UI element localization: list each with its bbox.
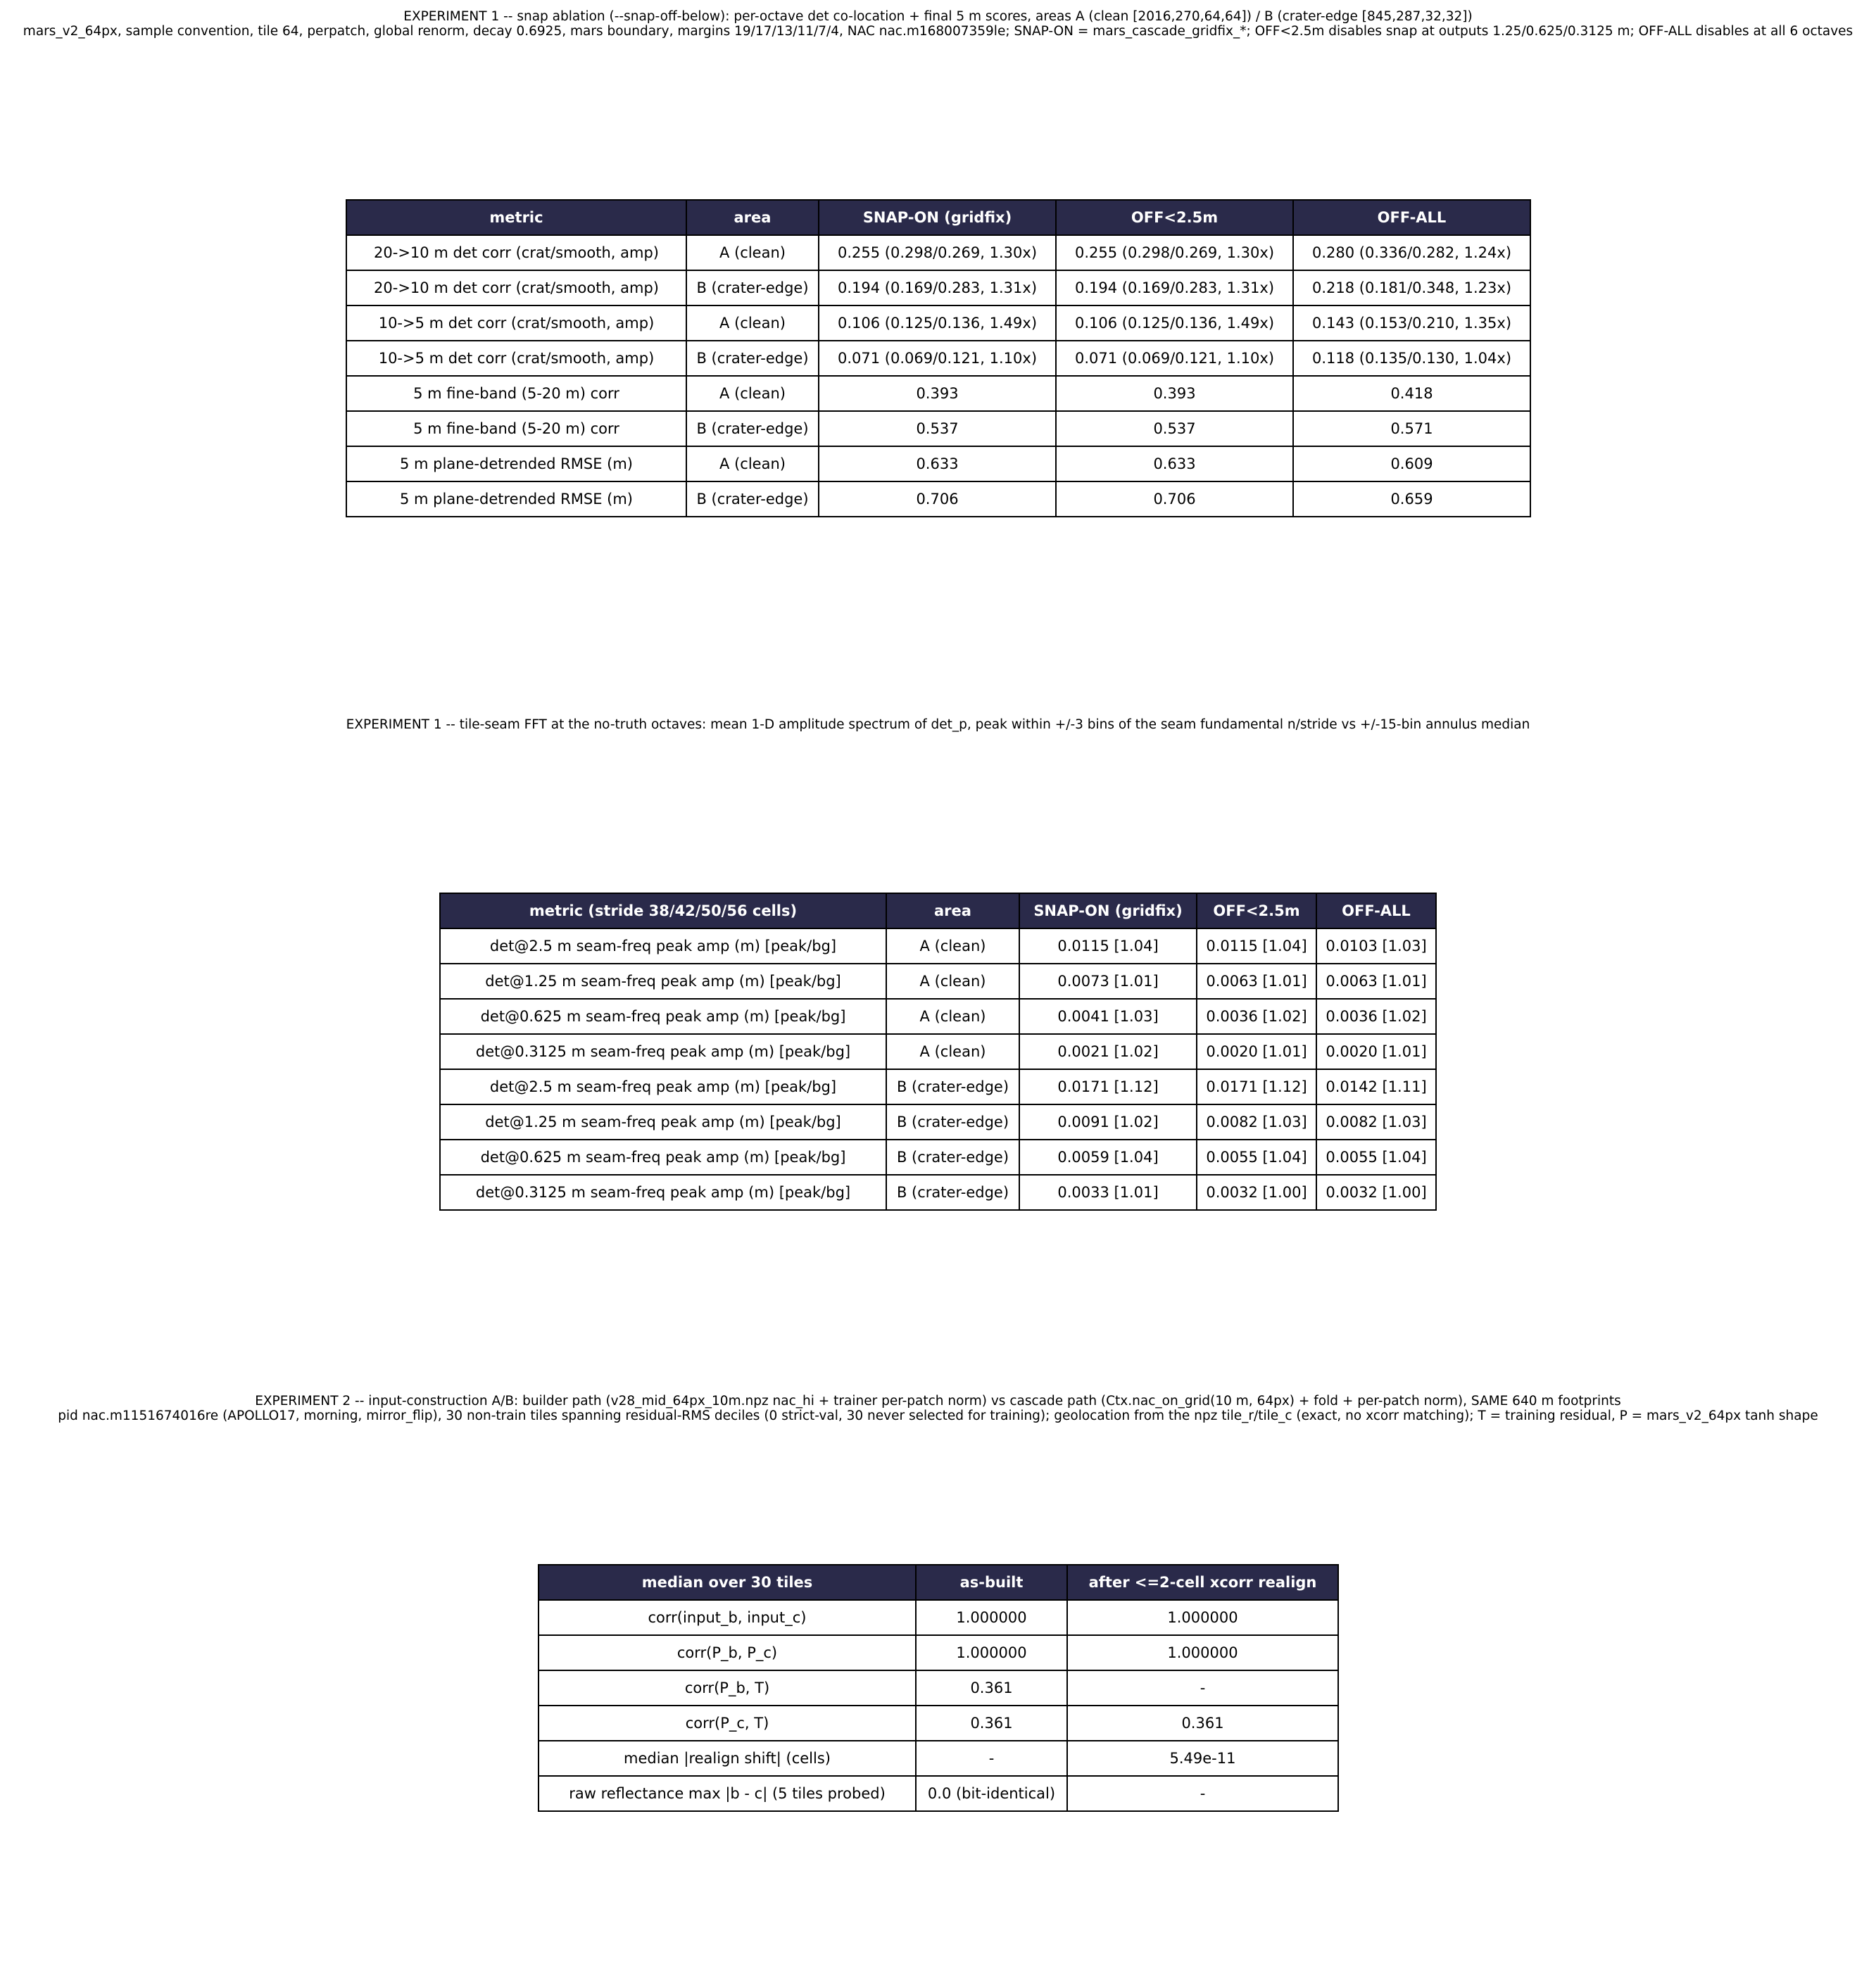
- table-cell: det@1.25 m seam-freq peak amp (m) [peak/bg]: [440, 1104, 886, 1140]
- table-cell: corr(P_b, P_c): [539, 1635, 916, 1670]
- table-cell: det@2.5 m seam-freq peak amp (m) [peak/bg]: [440, 1069, 886, 1104]
- table-cell: 0.218 (0.181/0.348, 1.23x): [1293, 270, 1530, 305]
- table-cell: 0.571: [1293, 411, 1530, 446]
- table-cell: 0.393: [819, 376, 1056, 411]
- table-cell: B (crater-edge): [686, 270, 819, 305]
- table-row: [346, 446, 1530, 481]
- table-cell: B (crater-edge): [886, 1104, 1019, 1140]
- table-cell: B (crater-edge): [686, 341, 819, 376]
- caption-line: pid nac.m1151674016re (APOLLO17, morning, mirror_flip), 30 non-train tiles spanning residual-RMS deciles (0 strict-val, 30 never selected for training); geolocation from the npz tile_r/tile_c (exact, no xcorr matching); T = training residual, P = mars_v2_64px tanh shape: [58, 1409, 1818, 1423]
- table-cell: 0.0 (bit-identical): [916, 1776, 1067, 1811]
- table-cell: median |realign shift| (cells): [539, 1741, 916, 1776]
- table-cell: B (crater-edge): [686, 411, 819, 446]
- table-cell: A (clean): [886, 928, 1019, 964]
- table-row: [440, 1175, 1436, 1210]
- table-row: [539, 1776, 1338, 1811]
- table-cell: 0.0115 [1.04]: [1197, 928, 1316, 964]
- table-cell: 10->5 m det corr (crat/smooth, amp): [346, 341, 686, 376]
- table-cell: corr(P_b, T): [539, 1670, 916, 1706]
- table-row: [440, 928, 1436, 964]
- table-row: [346, 270, 1530, 305]
- table-cell: 0.071 (0.069/0.121, 1.10x): [819, 341, 1056, 376]
- table-row: [440, 964, 1436, 999]
- table-cell: 0.118 (0.135/0.130, 1.04x): [1293, 341, 1530, 376]
- table-header-row: [346, 200, 1530, 235]
- table-cell: B (crater-edge): [686, 481, 819, 517]
- table-row: [346, 305, 1530, 341]
- table-cell: 0.537: [819, 411, 1056, 446]
- table-row: [539, 1600, 1338, 1635]
- caption-line: EXPERIMENT 1 -- tile-seam FFT at the no-truth octaves: mean 1-D amplitude spectrum of det_p, peak within +/-3 bins of the seam fundamental n/stride vs +/-15-bin annulus median: [346, 717, 1530, 732]
- table-row: [440, 1069, 1436, 1104]
- table-cell: -: [916, 1741, 1067, 1776]
- table-cell: 5 m plane-detrended RMSE (m): [346, 446, 686, 481]
- table-row: [539, 1741, 1338, 1776]
- table-cell: 0.0055 [1.04]: [1316, 1140, 1436, 1175]
- snap-table-body: [346, 235, 1530, 517]
- exp1-snap-caption: [0, 9, 1876, 39]
- caption-line: EXPERIMENT 2 -- input-construction A/B: builder path (v28_mid_64px_10m.npz nac_hi + trainer per-patch norm) vs cascade path (Ctx.nac_on_grid(10 m, 64px) + fold + per-patch norm), SAME 640 m footprints: [255, 1394, 1621, 1409]
- column-header: SNAP-ON (gridfix): [819, 200, 1056, 235]
- table-row: [539, 1635, 1338, 1670]
- table-cell: 0.0063 [1.01]: [1316, 964, 1436, 999]
- table-cell: det@0.625 m seam-freq peak amp (m) [peak/bg]: [440, 1140, 886, 1175]
- table-row: [346, 376, 1530, 411]
- column-header: OFF<2.5m: [1197, 893, 1316, 928]
- table-cell: 0.0091 [1.02]: [1019, 1104, 1197, 1140]
- table-cell: corr(P_c, T): [539, 1706, 916, 1741]
- exp2-table-body: [539, 1600, 1338, 1811]
- table-cell: 0.609: [1293, 446, 1530, 481]
- column-header: metric: [346, 200, 686, 235]
- table-cell: A (clean): [886, 964, 1019, 999]
- seam-fft-table: [439, 893, 1437, 1211]
- column-header: OFF-ALL: [1293, 200, 1530, 235]
- table-cell: 0.143 (0.153/0.210, 1.35x): [1293, 305, 1530, 341]
- table-row: [440, 1140, 1436, 1175]
- table-cell: raw reflectance max |b - c| (5 tiles probed): [539, 1776, 916, 1811]
- column-header: metric (stride 38/42/50/56 cells): [440, 893, 886, 928]
- table-cell: A (clean): [686, 376, 819, 411]
- table-cell: A (clean): [886, 1034, 1019, 1069]
- table-cell: 20->10 m det corr (crat/smooth, amp): [346, 235, 686, 270]
- table-cell: 0.0020 [1.01]: [1197, 1034, 1316, 1069]
- table-cell: 1.000000: [1067, 1635, 1338, 1670]
- table-cell: 0.0032 [1.00]: [1197, 1175, 1316, 1210]
- table-cell: A (clean): [686, 305, 819, 341]
- column-header: after <=2-cell xcorr realign: [1067, 1565, 1338, 1600]
- table-cell: 0.0103 [1.03]: [1316, 928, 1436, 964]
- table-cell: 0.194 (0.169/0.283, 1.31x): [1056, 270, 1293, 305]
- table-cell: 0.0032 [1.00]: [1316, 1175, 1436, 1210]
- table-cell: 0.0171 [1.12]: [1019, 1069, 1197, 1104]
- table-cell: 0.0021 [1.02]: [1019, 1034, 1197, 1069]
- table-cell: B (crater-edge): [886, 1175, 1019, 1210]
- table-cell: 0.071 (0.069/0.121, 1.10x): [1056, 341, 1293, 376]
- table-cell: det@2.5 m seam-freq peak amp (m) [peak/bg]: [440, 928, 886, 964]
- table-cell: -: [1067, 1776, 1338, 1811]
- table-row: [346, 481, 1530, 517]
- table-cell: 1.000000: [916, 1635, 1067, 1670]
- table-cell: 0.106 (0.125/0.136, 1.49x): [1056, 305, 1293, 341]
- table-cell: 0.0082 [1.03]: [1197, 1104, 1316, 1140]
- table-cell: 20->10 m det corr (crat/smooth, amp): [346, 270, 686, 305]
- table-cell: 0.537: [1056, 411, 1293, 446]
- table-cell: 0.361: [916, 1670, 1067, 1706]
- table-row: [346, 341, 1530, 376]
- table-cell: 0.633: [819, 446, 1056, 481]
- table-cell: 0.0142 [1.11]: [1316, 1069, 1436, 1104]
- column-header: OFF-ALL: [1316, 893, 1436, 928]
- column-header: SNAP-ON (gridfix): [1019, 893, 1197, 928]
- table-cell: -: [1067, 1670, 1338, 1706]
- exp1-fft-caption: [0, 717, 1876, 732]
- table-cell: 0.633: [1056, 446, 1293, 481]
- input-construction-table: [538, 1564, 1339, 1812]
- table-row: [440, 1034, 1436, 1069]
- table-cell: 0.361: [1067, 1706, 1338, 1741]
- table-cell: 5 m fine-band (5-20 m) corr: [346, 411, 686, 446]
- table-cell: 0.0073 [1.01]: [1019, 964, 1197, 999]
- snap-ablation-table: [346, 199, 1531, 517]
- table-cell: A (clean): [886, 999, 1019, 1034]
- table-row: [539, 1670, 1338, 1706]
- table-cell: 0.0082 [1.03]: [1316, 1104, 1436, 1140]
- table-cell: B (crater-edge): [886, 1069, 1019, 1104]
- column-header: median over 30 tiles: [539, 1565, 916, 1600]
- table-cell: det@0.3125 m seam-freq peak amp (m) [peak/bg]: [440, 1175, 886, 1210]
- table-cell: 0.0033 [1.01]: [1019, 1175, 1197, 1210]
- table-cell: 0.255 (0.298/0.269, 1.30x): [819, 235, 1056, 270]
- table-cell: 0.706: [1056, 481, 1293, 517]
- column-header: OFF<2.5m: [1056, 200, 1293, 235]
- table-cell: 0.106 (0.125/0.136, 1.49x): [819, 305, 1056, 341]
- table-cell: 0.706: [819, 481, 1056, 517]
- table-cell: 0.0055 [1.04]: [1197, 1140, 1316, 1175]
- table-cell: B (crater-edge): [886, 1140, 1019, 1175]
- table-row: [346, 411, 1530, 446]
- table-cell: 0.659: [1293, 481, 1530, 517]
- table-cell: 0.0115 [1.04]: [1019, 928, 1197, 964]
- table-cell: 0.255 (0.298/0.269, 1.30x): [1056, 235, 1293, 270]
- caption-line: mars_v2_64px, sample convention, tile 64, perpatch, global renorm, decay 0.6925, mars boundary, margins 19/17/13/11/7/4, NAC nac.m168007359le; SNAP-ON = mars_cascade_gridfix_*; OFF<2.5m disables snap at outputs 1.25/0.625/0.3125 m; OFF-ALL disables at all 6 octaves: [23, 24, 1853, 39]
- table-cell: 0.0020 [1.01]: [1316, 1034, 1436, 1069]
- table-row: [539, 1706, 1338, 1741]
- table-cell: 0.0041 [1.03]: [1019, 999, 1197, 1034]
- table-cell: 0.393: [1056, 376, 1293, 411]
- table-row: [440, 1104, 1436, 1140]
- table-cell: 0.0059 [1.04]: [1019, 1140, 1197, 1175]
- table-cell: 0.0171 [1.12]: [1197, 1069, 1316, 1104]
- table-cell: 0.0063 [1.01]: [1197, 964, 1316, 999]
- table-header-row: [539, 1565, 1338, 1600]
- table-cell: A (clean): [686, 446, 819, 481]
- table-cell: det@0.3125 m seam-freq peak amp (m) [peak/bg]: [440, 1034, 886, 1069]
- table-row: [440, 999, 1436, 1034]
- table-cell: det@0.625 m seam-freq peak amp (m) [peak/bg]: [440, 999, 886, 1034]
- table-cell: A (clean): [686, 235, 819, 270]
- column-header: as-built: [916, 1565, 1067, 1600]
- column-header: area: [886, 893, 1019, 928]
- table-cell: 0.280 (0.336/0.282, 1.24x): [1293, 235, 1530, 270]
- table-cell: 1.000000: [1067, 1600, 1338, 1635]
- table-cell: corr(input_b, input_c): [539, 1600, 916, 1635]
- table-cell: 10->5 m det corr (crat/smooth, amp): [346, 305, 686, 341]
- exp2-caption: [0, 1394, 1876, 1423]
- table-cell: 0.194 (0.169/0.283, 1.31x): [819, 270, 1056, 305]
- table-cell: 5.49e-11: [1067, 1741, 1338, 1776]
- column-header: area: [686, 200, 819, 235]
- table-cell: 0.418: [1293, 376, 1530, 411]
- table-cell: det@1.25 m seam-freq peak amp (m) [peak/bg]: [440, 964, 886, 999]
- table-cell: 1.000000: [916, 1600, 1067, 1635]
- table-cell: 0.361: [916, 1706, 1067, 1741]
- table-cell: 0.0036 [1.02]: [1197, 999, 1316, 1034]
- table-cell: 0.0036 [1.02]: [1316, 999, 1436, 1034]
- caption-line: EXPERIMENT 1 -- snap ablation (--snap-off-below): per-octave det co-location + final 5 m scores, areas A (clean [2016,270,64,64]) / B (crater-edge [845,287,32,32]): [403, 9, 1473, 24]
- table-row: [346, 235, 1530, 270]
- fft-table-body: [440, 928, 1436, 1210]
- table-cell: 5 m fine-band (5-20 m) corr: [346, 376, 686, 411]
- table-header-row: [440, 893, 1436, 928]
- table-cell: 5 m plane-detrended RMSE (m): [346, 481, 686, 517]
